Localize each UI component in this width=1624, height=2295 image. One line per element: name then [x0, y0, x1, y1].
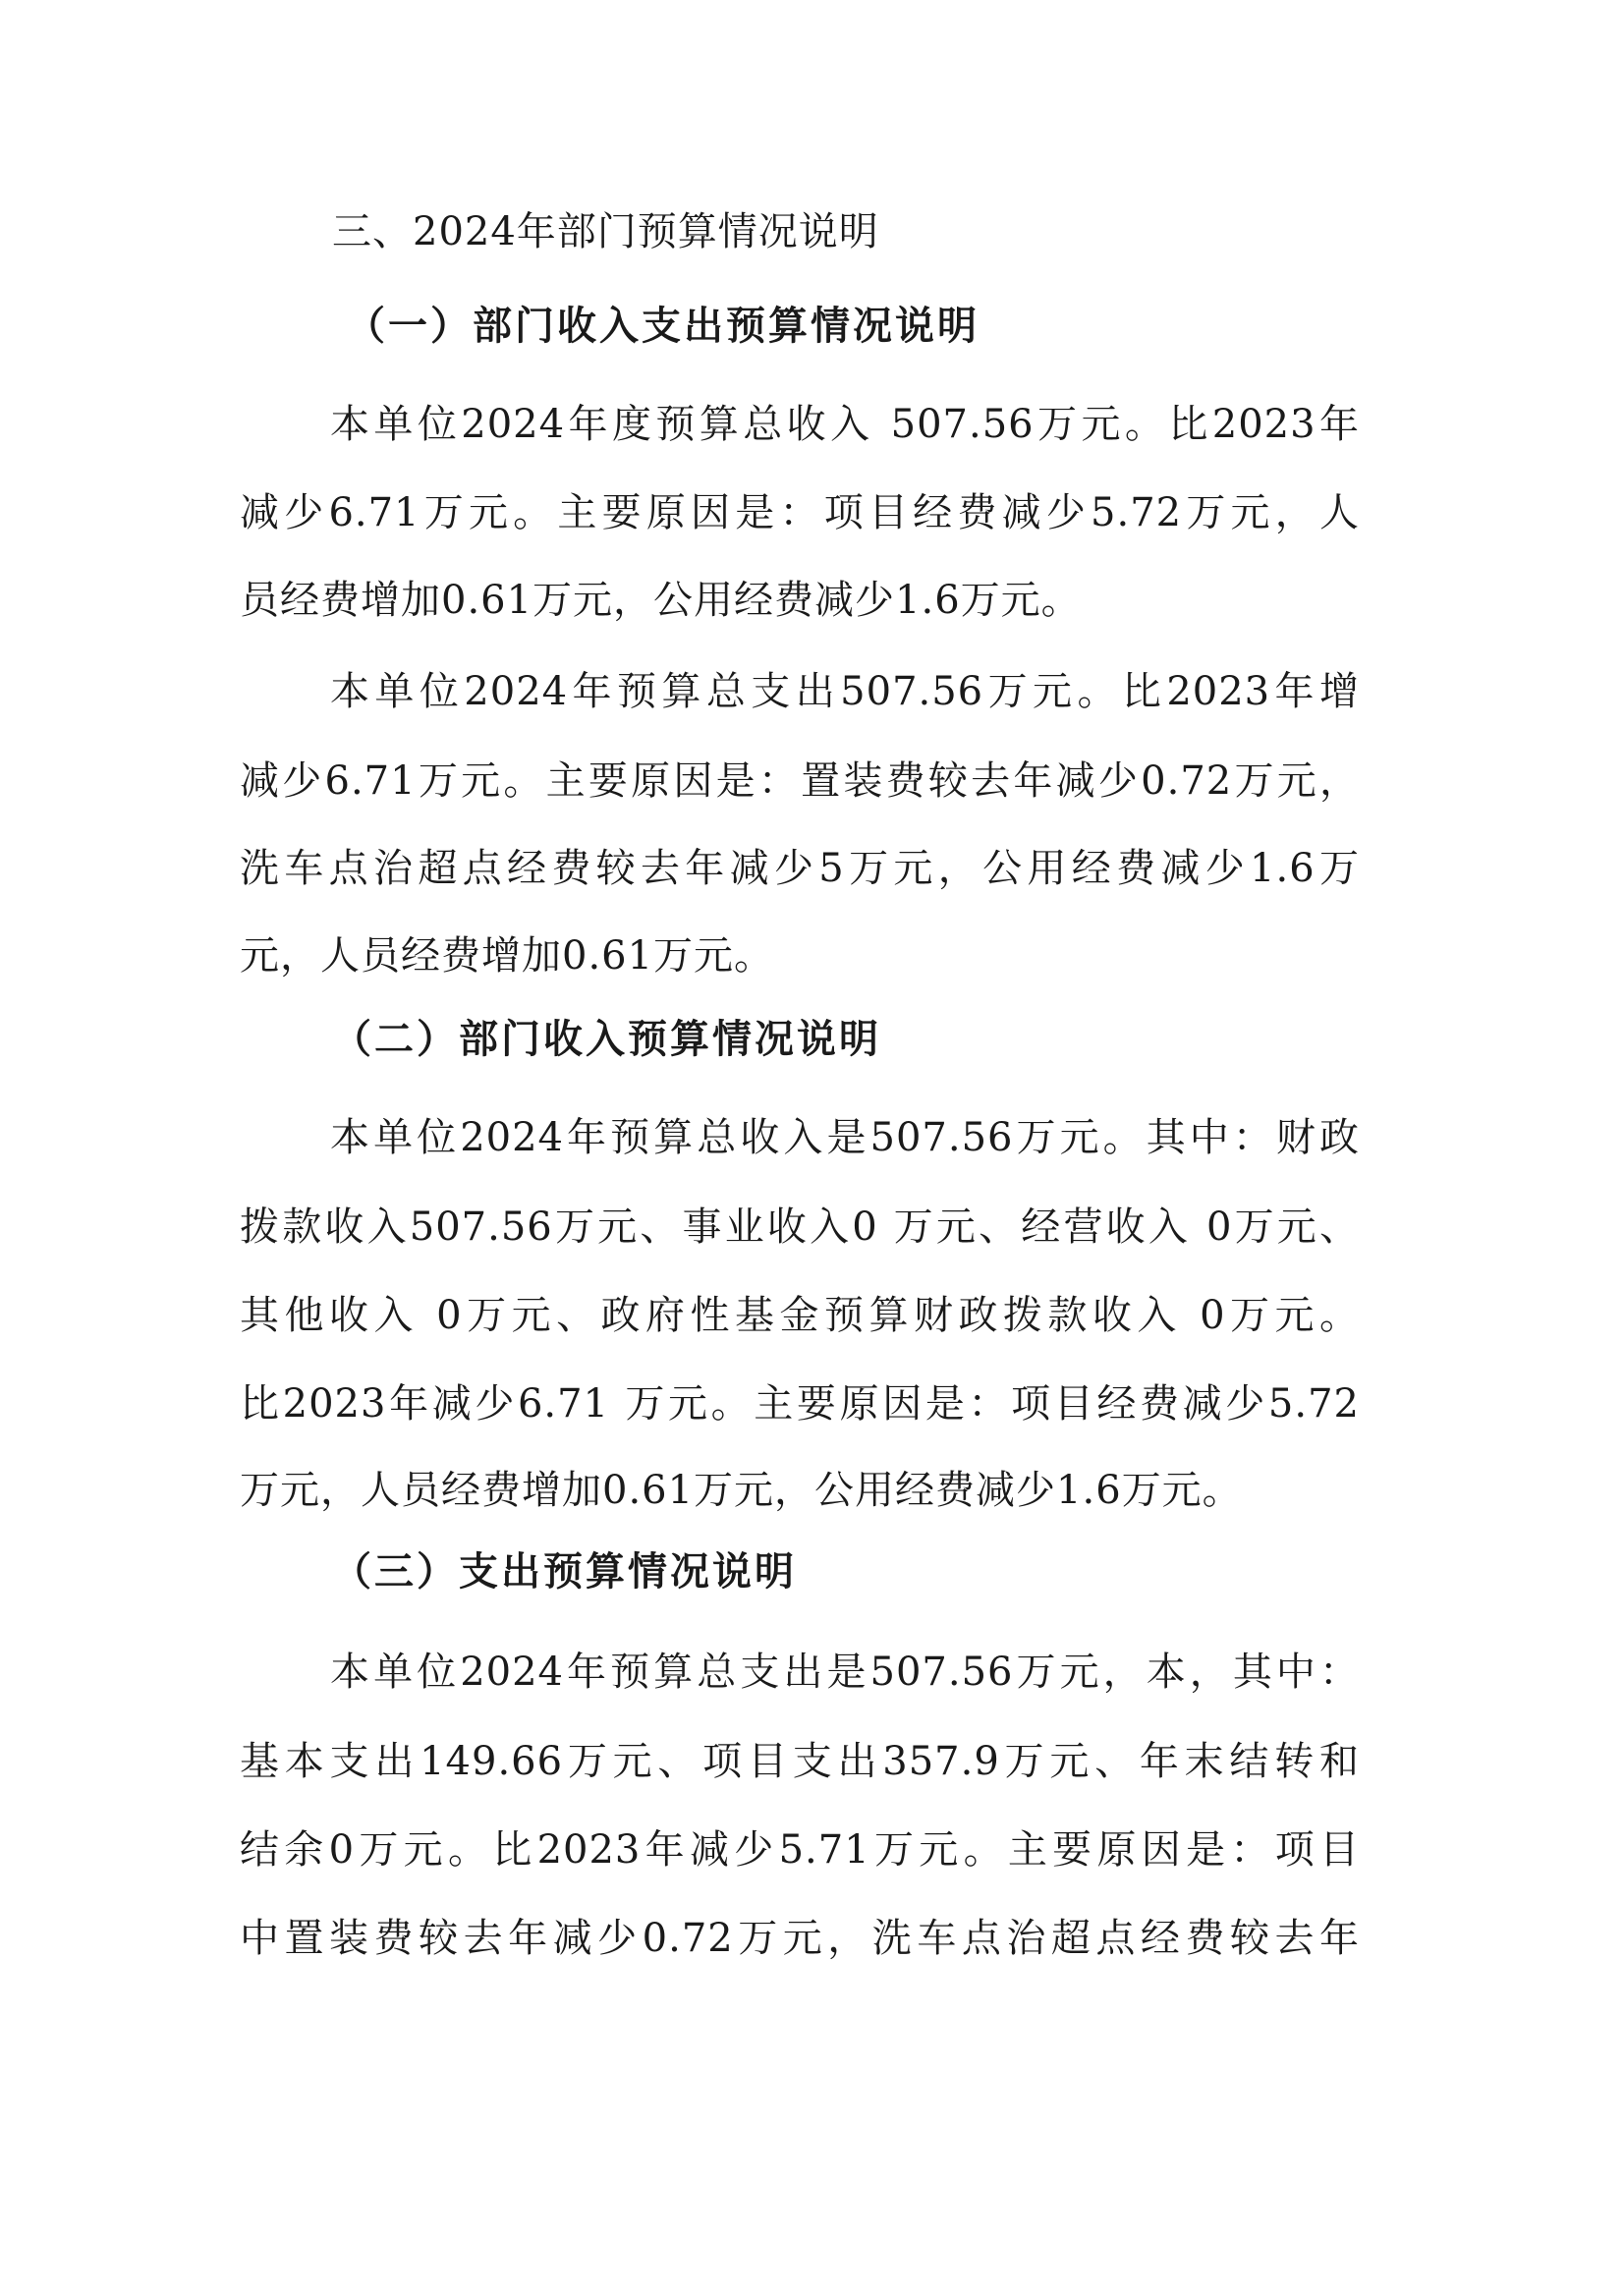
paragraph-line: 中置装费较去年减少0.72万元，洗车点治超点经费较去年: [240, 1916, 1360, 1961]
subsection-heading-3: （三）支出预算情况说明: [332, 1549, 797, 1595]
paragraph-line: 本单位2024年预算总收入是507.56万元。其中：财政: [330, 1115, 1360, 1160]
subsection-heading-2: （二）部门收入预算情况说明: [332, 1017, 881, 1062]
section-heading: 三、2024年部门预算情况说明: [332, 209, 879, 254]
paragraph-line: 本单位2024年度预算总收入 507.56万元。比2023年: [330, 402, 1360, 447]
paragraph-line: 比2023年减少6.71 万元。主要原因是：项目经费减少5.72: [240, 1381, 1360, 1427]
paragraph-line: 减少6.71万元。主要原因是：置装费较去年减少0.72万元，: [240, 758, 1360, 804]
paragraph-line: 万元，人员经费增加0.61万元，公用经费减少1.6万元。: [240, 1468, 1243, 1513]
paragraph-line: 本单位2024年预算总支出是507.56万元，本，其中：: [330, 1650, 1360, 1695]
paragraph-line: 员经费增加0.61万元，公用经费减少1.6万元。: [240, 578, 1082, 623]
paragraph-line: 其他收入 0万元、政府性基金预算财政拨款收入 0万元。: [240, 1293, 1360, 1338]
paragraph-line: 基本支出149.66万元、项目支出357.9万元、年末结转和: [240, 1739, 1360, 1784]
paragraph-line: 减少6.71万元。主要原因是：项目经费减少5.72万元，人: [240, 490, 1360, 535]
paragraph-line: 元，人员经费增加0.61万元。: [240, 933, 775, 979]
paragraph-line: 本单位2024年预算总支出507.56万元。比2023年增: [330, 669, 1360, 714]
subsection-heading-1: （一）部门收入支出预算情况说明: [346, 304, 980, 349]
paragraph-line: 洗车点治超点经费较去年减少5万元，公用经费减少1.6万: [240, 846, 1360, 891]
paragraph-line: 拨款收入507.56万元、事业收入0 万元、经营收入 0万元、: [240, 1204, 1360, 1250]
paragraph-line: 结余0万元。比2023年减少5.71万元。主要原因是：项目: [240, 1827, 1360, 1873]
